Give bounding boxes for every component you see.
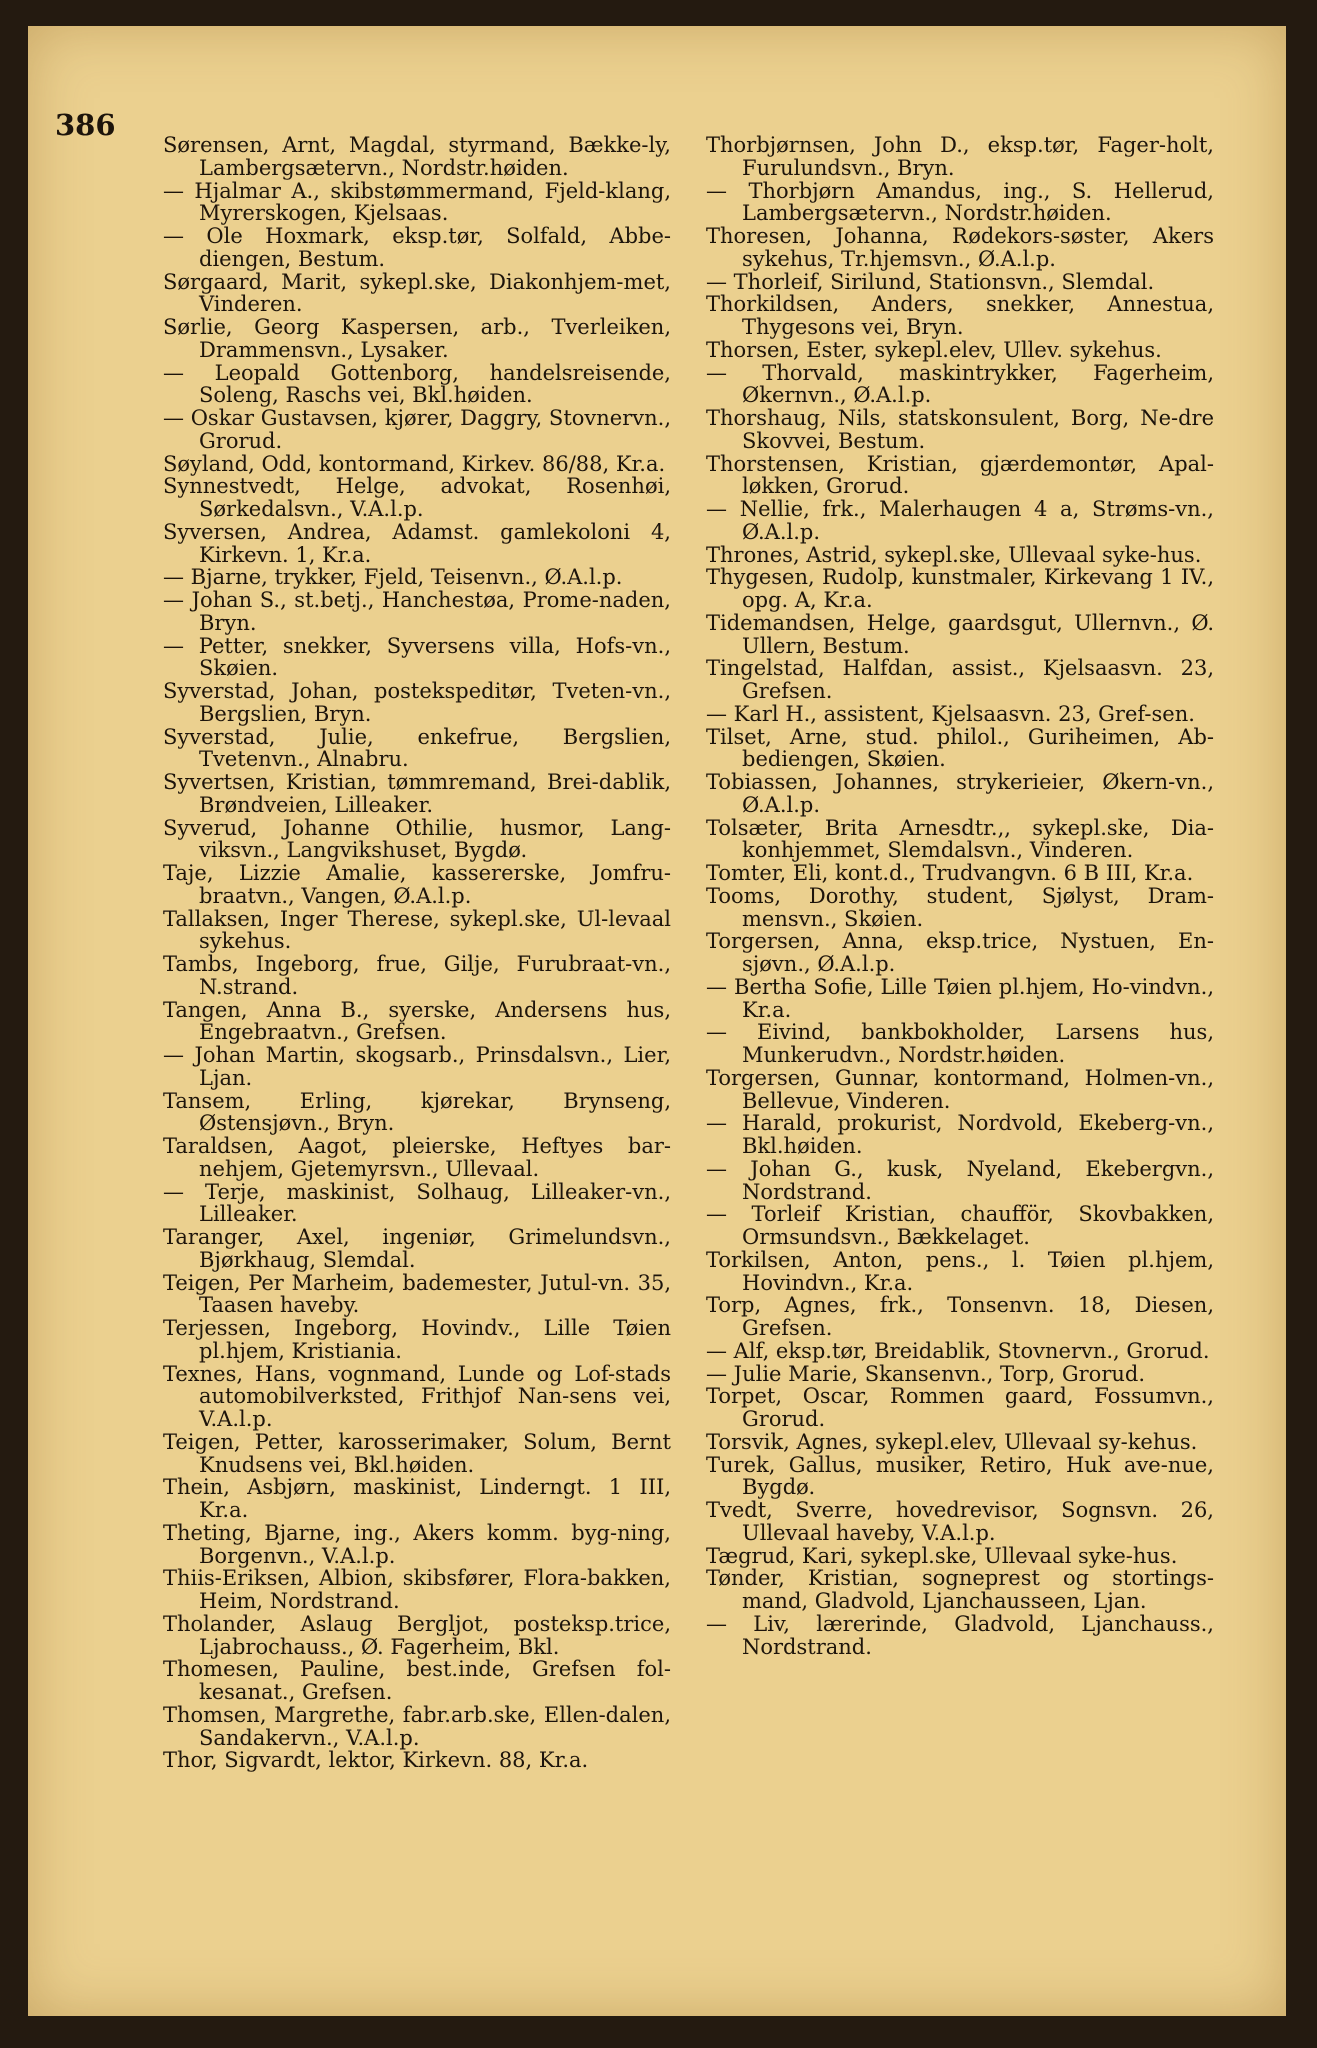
entry: Syverstad, Julie, enkefrue, Bergslien, Tvetenvn., Alnabru. bbox=[163, 724, 671, 772]
entry: — Karl H., assistent, Kjelsaasvn. 23, Gref-sen. bbox=[706, 701, 1195, 726]
entry: — Alf, eksp.tør, Breidablik, Stovnervn., Grorud. bbox=[706, 1338, 1210, 1363]
entry: Syverstad, Johan, postekspeditør, Tveten-vn., Bergslien, Bryn. bbox=[163, 679, 671, 726]
entry: Teigen, Per Marheim, bademester, Jutul-vn. 35, Taasen haveby. bbox=[163, 1270, 671, 1318]
entry: Tangen, Anna B., syerske, Andersens hus, Engebraatvn., Grefsen. bbox=[163, 997, 671, 1045]
entry: — Bjarne, trykker, Fjeld, Teisenvn., Ø.A.l.p. bbox=[163, 565, 623, 590]
entry: Thomesen, Pauline, best.inde, Grefsen fol-kesanat., Grefsen. bbox=[163, 1657, 671, 1704]
entry: Thiis-Eriksen, Albion, skibsfører, Flora-bakken, Heim, Nordstrand. bbox=[163, 1566, 671, 1613]
entry: Thoresen, Johanna, Rødekors-søster, Akers sykehus, Tr.hjemsvn., Ø.A.l.p. bbox=[706, 224, 1214, 271]
entry: — Johan Martin, skogsarb., Prinsdalsvn., Lier, Ljan. bbox=[163, 1043, 671, 1090]
entry: Thomsen, Margrethe, fabr.arb.ske, Ellen-dalen, Sandakervn., V.A.l.p. bbox=[163, 1702, 671, 1750]
entry: Thorbjørnsen, John D., eksp.tør, Fager-holt, Furulundsvn., Bryn. bbox=[706, 133, 1214, 180]
entry: Tægrud, Kari, sykepl.ske, Ullevaal syke-hus. bbox=[706, 1543, 1178, 1568]
entry: — Johan G., kusk, Nyeland, Ekebergvn., Nordstrand. bbox=[706, 1156, 1214, 1204]
page-number: 386 bbox=[55, 108, 116, 142]
entry: Tobiassen, Johannes, strykerieier, Økern-vn., Ø.A.l.p. bbox=[706, 770, 1214, 817]
entry: — Thorbjørn Amandus, ing., S. Hellerud, Lambergsætervn., Nordstr.høiden. bbox=[706, 178, 1214, 226]
entry: Søyland, Odd, kontormand, Kirkev. 86/88, Kr.a. bbox=[163, 451, 666, 476]
entry: — Harald, prokurist, Nordvold, Ekeberg-vn., Bkl.høiden. bbox=[706, 1111, 1214, 1158]
entry: Torkilsen, Anton, pens., l. Tøien pl.hjem, Hovindvn., Kr.a. bbox=[706, 1247, 1214, 1295]
entry: Sørensen, Arnt, Magdal, styrmand, Bække-ly, Lambergsætervn., Nordstr.høiden. bbox=[163, 133, 671, 180]
entry: Turek, Gallus, musiker, Retiro, Huk ave-nue, Bygdø. bbox=[706, 1452, 1214, 1500]
entry: Tansem, Erling, kjørekar, Brynseng, Østensjøvn., Bryn. bbox=[163, 1088, 671, 1136]
entry: — Liv, lærerinde, Gladvold, Ljanchauss., Nordstrand. bbox=[706, 1611, 1214, 1659]
entry: — Oskar Gustavsen, kjører, Daggry, Stovnervn., Grorud. bbox=[163, 406, 671, 453]
entry: Taranger, Axel, ingeniør, Grimelundsvn., Bjørkhaug, Slemdal. bbox=[163, 1225, 671, 1272]
entry: Tønder, Kristian, sogneprest og stortings-mand, Gladvold, Ljanchausseen, Ljan. bbox=[706, 1566, 1214, 1613]
entry: Torpet, Oscar, Rommen gaard, Fossumvn., Grorud. bbox=[706, 1384, 1214, 1431]
entry: Tooms, Dorothy, student, Sjølyst, Dram-mensvn., Skøien. bbox=[706, 883, 1214, 931]
entry: Thygesen, Rudolp, kunstmaler, Kirkevang 1 IV., opg. A, Kr.a. bbox=[706, 565, 1214, 612]
entry: Tolsæter, Brita Arnesdtr.,, sykepl.ske, Dia-konhjemmet, Slemdalsvn., Vinderen. bbox=[706, 815, 1214, 863]
entry: Thor, Sigvardt, lektor, Kirkevn. 88, Kr.a. bbox=[163, 1748, 589, 1773]
entry: Syverud, Johanne Othilie, husmor, Lang-viksvn., Langvikshuset, Bygdø. bbox=[163, 815, 671, 863]
entry: Teigen, Petter, karosserimaker, Solum, Bernt Knudsens vei, Bkl.høiden. bbox=[163, 1429, 671, 1477]
entry: Thorshaug, Nils, statskonsulent, Borg, Ne-dre Skovvei, Bestum. bbox=[706, 406, 1214, 453]
entry: Tomter, Eli, kont.d., Trudvangvn. 6 B III, Kr.a. bbox=[706, 861, 1194, 885]
entry: — Petter, snekker, Syversens villa, Hofs-vn., Skøien. bbox=[163, 633, 671, 681]
entry: Terjessen, Ingeborg, Hovindv., Lille Tøien pl.hjem, Kristiania. bbox=[163, 1316, 671, 1363]
entry: Texnes, Hans, vognmand, Lunde og Lof-stads automobilverksted, Frithjof Nan-sens vei, V.A.l.p. bbox=[163, 1361, 671, 1431]
entry: Thorstensen, Kristian, gjærdemontør, Apal-løkken, Grorud. bbox=[706, 451, 1214, 499]
entry: — Bertha Sofie, Lille Tøien pl.hjem, Ho-vindvn., Kr.a. bbox=[706, 974, 1214, 1022]
entry: Synnestvedt, Helge, advokat, Rosenhøi, Sørkedalsvn., V.A.l.p. bbox=[163, 474, 671, 521]
entry: Sørlie, Georg Kaspersen, arb., Tverleiken, Drammensvn., Lysaker. bbox=[163, 315, 671, 362]
entry: Tambs, Ingeborg, frue, Gilje, Furubraat-vn., N.strand. bbox=[163, 952, 671, 999]
entry: Tingelstad, Halfdan, assist., Kjelsaasvn. 23, Grefsen. bbox=[706, 656, 1214, 703]
entry: Tholander, Aslaug Bergljot, posteksp.trice, Ljabrochauss., Ø. Fagerheim, Bkl. bbox=[163, 1611, 671, 1659]
entry: Thorkildsen, Anders, snekker, Annestua, Thygesons vei, Bryn. bbox=[706, 292, 1214, 339]
entry: — Terje, maskinist, Solhaug, Lilleaker-vn., Lilleaker. bbox=[163, 1179, 671, 1227]
entry: Thrones, Astrid, sykepl.ske, Ullevaal syke-hus. bbox=[706, 542, 1202, 567]
entry: Tidemandsen, Helge, gaardsgut, Ullernvn., Ø. Ullern, Bestum. bbox=[706, 610, 1214, 658]
entry: — Torleif Kristian, chaufför, Skovbakken, Ormsundsvn., Bækkelaget. bbox=[706, 1202, 1214, 1249]
entry: Thein, Asbjørn, maskinist, Linderngt. 1 III, Kr.a. bbox=[163, 1475, 671, 1522]
entry: — Nellie, frk., Malerhaugen 4 a, Strøms-vn., Ø.A.l.p. bbox=[706, 497, 1214, 544]
entry: Sørgaard, Marit, sykepl.ske, Diakonhjem-met, Vinderen. bbox=[163, 269, 671, 317]
entry: Tvedt, Sverre, hovedrevisor, Sognsvn. 26, Ullevaal haveby, V.A.l.p. bbox=[706, 1498, 1214, 1545]
left-column bbox=[163, 134, 671, 1772]
entry: Taje, Lizzie Amalie, kassererske, Jomfru-braatvn., Vangen, Ø.A.l.p. bbox=[163, 861, 671, 908]
entry: — Ole Hoxmark, eksp.tør, Solfald, Abbe-diengen, Bestum. bbox=[163, 224, 671, 271]
entry: Syvertsen, Kristian, tømmremand, Brei-dablik, Brøndveien, Lilleaker. bbox=[163, 770, 671, 817]
entry: Syversen, Andrea, Adamst. gamlekoloni 4, Kirkevn. 1, Kr.a. bbox=[163, 519, 671, 567]
entry: Taraldsen, Aagot, pleierske, Heftyes bar-nehjem, Gjetemyrsvn., Ullevaal. bbox=[163, 1134, 671, 1181]
directory-page bbox=[28, 26, 1286, 2016]
entry: Torsvik, Agnes, sykepl.elev, Ullevaal sy-kehus. bbox=[706, 1429, 1198, 1454]
entry: — Julie Marie, Skansenvn., Torp, Grorud. bbox=[706, 1361, 1146, 1386]
entry: Theting, Bjarne, ing., Akers komm. byg-ning, Borgenvn., V.A.l.p. bbox=[163, 1520, 671, 1568]
entry: Torgersen, Anna, eksp.trice, Nystuen, En-sjøvn., Ø.A.l.p. bbox=[706, 929, 1214, 976]
entry: — Eivind, bankbokholder, Larsens hus, Munkerudvn., Nordstr.høiden. bbox=[706, 1020, 1214, 1067]
entry: — Hjalmar A., skibstømmermand, Fjeld-klang, Myrerskogen, Kjelsaas. bbox=[163, 178, 671, 226]
entry: Tilset, Arne, stud. philol., Guriheimen, Ab-bediengen, Skøien. bbox=[706, 724, 1214, 772]
entry: Torp, Agnes, frk., Tonsenvn. 18, Diesen, Grefsen. bbox=[706, 1293, 1214, 1340]
entry: Tallaksen, Inger Therese, sykepl.ske, Ul-levaal sykehus. bbox=[163, 906, 671, 954]
right-column bbox=[706, 134, 1214, 1658]
entry: — Thorvald, maskintrykker, Fagerheim, Økernvn., Ø.A.l.p. bbox=[706, 360, 1214, 408]
entry: — Thorleif, Sirilund, Stationsvn., Slemdal. bbox=[706, 269, 1155, 294]
entry: Torgersen, Gunnar, kontormand, Holmen-vn., Bellevue, Vinderen. bbox=[706, 1065, 1214, 1113]
entry: Thorsen, Ester, sykepl.elev, Ullev. sykehus. bbox=[706, 337, 1162, 362]
entry: — Johan S., st.betj., Hanchestøa, Prome-naden, Bryn. bbox=[163, 588, 671, 635]
entry: — Leopald Gottenborg, handelsreisende, Soleng, Raschs vei, Bkl.høiden. bbox=[163, 360, 671, 408]
